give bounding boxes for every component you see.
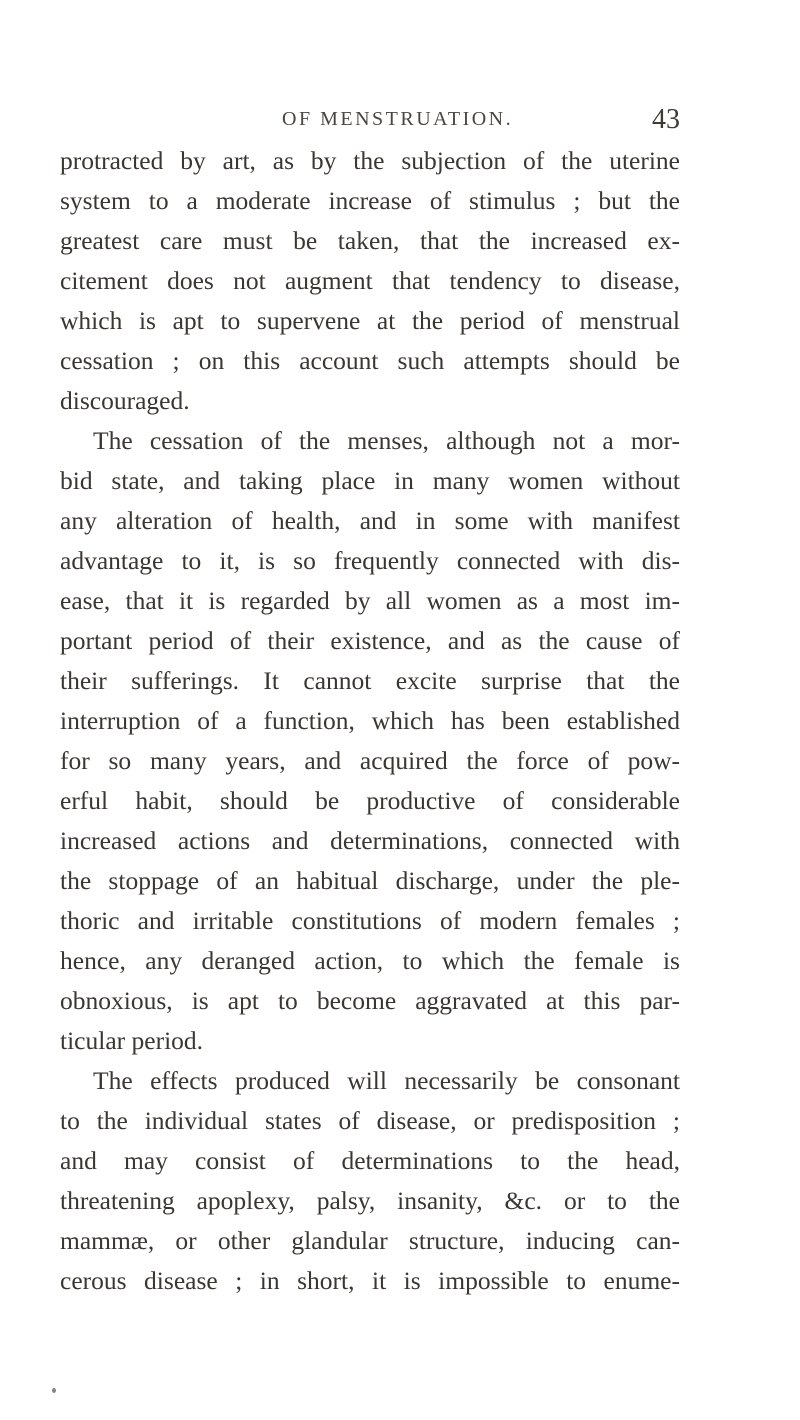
text-line: their sufferings. It cannot excite surprise that the [60,666,680,695]
body-text [60,141,680,1301]
text-line: hence, any deranged action, to which the female is [60,946,680,975]
text-line: to the individual states of disease, or predisposition ; [60,1106,680,1135]
text-line: interruption of a function, which has been established [60,706,680,735]
text-line: the stoppage of an habitual discharge, under the ple- [60,866,680,895]
paragraph-start-line: The effects produced will necessarily be consonant [93,1066,680,1095]
text-line: greatest care must be taken, that the increased ex- [60,226,680,255]
text-line: thoric and irritable constitutions of modern females ; [60,906,680,935]
running-head [60,104,680,140]
paragraph-start-line: The cessation of the menses, although not a mor- [93,426,680,455]
text-line: mammæ, or other glandular structure, inducing can- [60,1226,680,1255]
text-line: erful habit, should be productive of considerable [60,786,680,815]
text-line: any alteration of health, and in some with manifest [60,506,680,535]
text-line: cessation ; on this account such attempts should be [60,346,680,375]
text-line: which is apt to supervene at the period of menstrual [60,306,680,335]
text-line: discouraged. [60,386,190,415]
paper-speck [52,1388,56,1393]
text-line: citement does not augment that tendency to disease, [60,266,680,295]
text-line: threatening apoplexy, palsy, insanity, &c. or to the [60,1186,680,1215]
text-line: increased actions and determinations, connected with [60,826,680,855]
text-line: protracted by art, as by the subjection of the uterine [60,146,680,175]
text-line: system to a moderate increase of stimulus ; but the [60,186,680,215]
text-line: and may consist of determinations to the head, [60,1146,680,1175]
text-line: advantage to it, is so frequently connected with dis- [60,546,680,575]
text-line: portant period of their existence, and as the cause of [60,626,680,655]
text-line: bid state, and taking place in many women without [60,466,680,495]
text-line: for so many years, and acquired the force of pow- [60,746,680,775]
text-line: cerous disease ; in short, it is impossible to enume- [60,1266,680,1295]
text-line: ease, that it is regarded by all women as a most im- [60,586,680,615]
running-title: OF MENSTRUATION. [282,108,514,130]
text-line: obnoxious, is apt to become aggravated at this par- [60,986,680,1015]
text-line: ticular period. [60,1026,204,1055]
page-number: 43 [652,104,680,135]
